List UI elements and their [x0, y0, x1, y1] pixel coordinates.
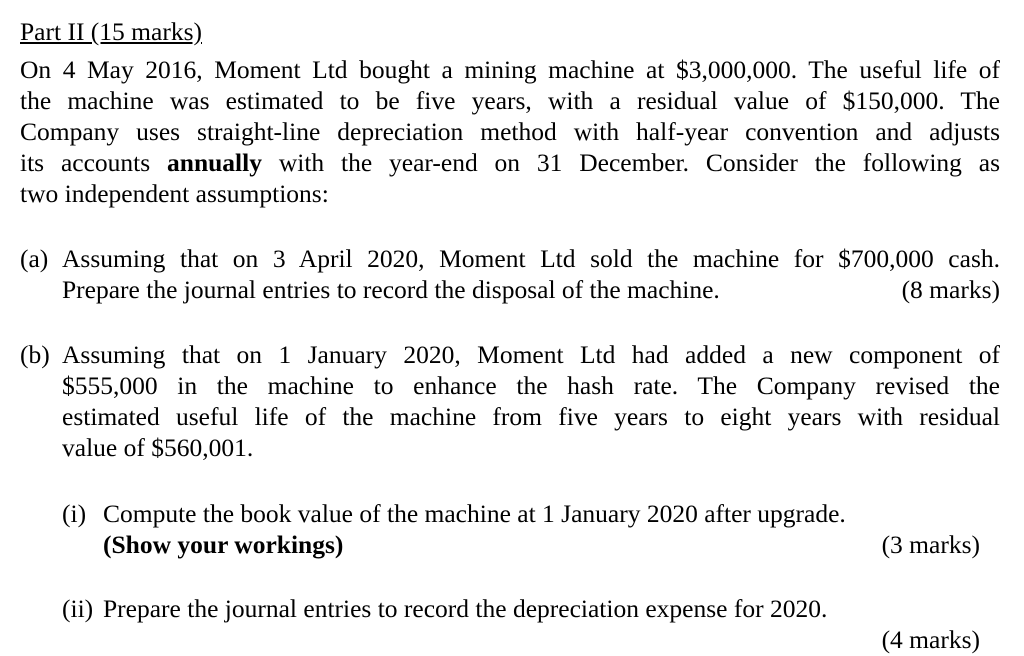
section-heading: Part II (15 marks) [20, 17, 202, 46]
part-a-line-2: Prepare the journal entries to record the disposal of the machine. [62, 275, 720, 304]
intro-line-2: the machine was estimated to be five years, with a residual value of $150,000. The [20, 86, 1000, 115]
part-b-line-1: Assuming that on 1 January 2020, Moment Ltd had added a new component of [62, 340, 1000, 369]
intro-line-4-end: with the year-end on 31 December. Consider the following as [278, 148, 1001, 177]
part-a-line-1: Assuming that on 3 April 2020, Moment Ltd sold the machine for $700,000 cash. [62, 244, 1000, 273]
sub-i-label: (i) [62, 499, 87, 528]
intro-line-5: two independent assumptions: [20, 179, 329, 208]
intro-line-1: On 4 May 2016, Moment Ltd bought a mining machine at $3,000,000. The useful life of [20, 55, 1000, 84]
intro-line-4 [20, 147, 1000, 179]
sub-ii-label: (ii) [62, 594, 94, 623]
part-b-line-2: $555,000 in the machine to enhance the hash rate. The Company revised the [62, 371, 1000, 400]
intro-line-4-start: its accounts [20, 148, 151, 177]
sub-ii-line-1: Prepare the journal entries to record the depreciation expense for 2020. [103, 594, 828, 623]
annually-emphasis: annually [167, 148, 262, 177]
part-a-marks: (8 marks) [901, 275, 1000, 304]
part-b-line-4: value of $560,001. [62, 433, 254, 462]
part-a-label: (a) [20, 244, 49, 273]
intro-line-3: Company uses straight-line depreciation method with half-year convention and adjusts [20, 117, 1000, 146]
sub-i-marks: (3 marks) [881, 530, 980, 559]
part-b-line-3: estimated useful life of the machine from five years to eight years with residual [62, 402, 1000, 431]
sub-i-show-workings: (Show your workings) [103, 530, 344, 559]
sub-i-line-1: Compute the book value of the machine at 1 January 2020 after upgrade. [103, 499, 846, 528]
part-b-label: (b) [20, 340, 50, 369]
sub-ii-marks-cut: (4 marks) [881, 625, 980, 654]
